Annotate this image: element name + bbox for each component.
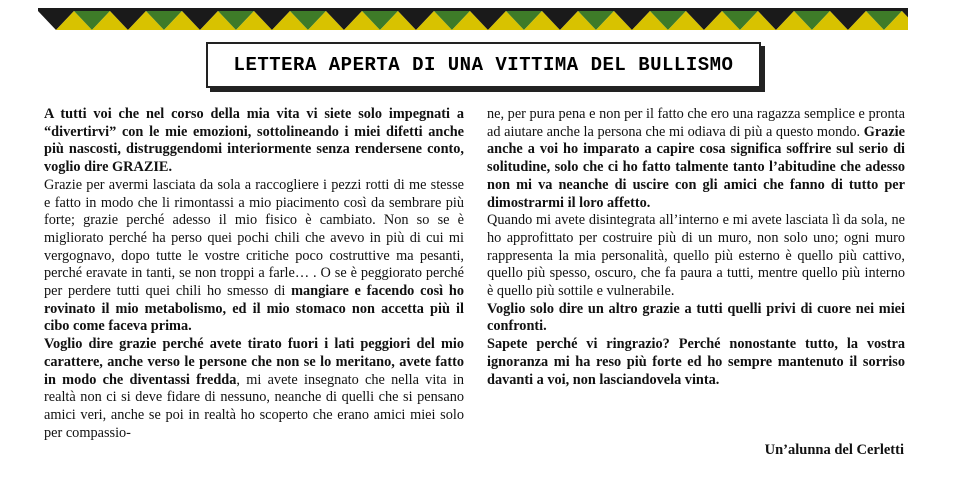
paragraph-intro: A tutti voi che nel corso della mia vita vi siete solo impegnati a “divertirvi” con le mie emozioni, sottolineando i miei difetti anche più nascosti, distruggendomi interiormente senza rendersene conto, voglio dire GRAZIE. bbox=[44, 106, 464, 176]
paragraph-body-2 bbox=[44, 336, 464, 442]
paragraph-closing: Sapete perché vi ringrazio? Perché nonostante tutto, la vostra ignoranza mi ha reso più forte ed ho sempre mantenuto il sorriso davanti a voi, non lasciandovela vinta. bbox=[487, 336, 905, 388]
title-box bbox=[206, 42, 761, 88]
text-run-bold: Voglio dire grazie perché avete tirato fuori i lati peggiori del mio carattere, anche verso le persone che non se lo meritano, avete fatto in modo che diventassi fredda bbox=[44, 336, 464, 388]
decorative-border-band bbox=[38, 8, 908, 30]
article-title: LETTERA APERTA DI UNA VITTIMA DEL BULLISMO bbox=[233, 54, 734, 76]
paragraph-body-3 bbox=[487, 106, 905, 212]
paragraph-body-4: Quando mi avete disintegrata all’interno e mi avete lasciata lì da sola, ne ho approfittato per costruire più di un muro, non solo uno; ogni muro rappresenta la mia personalità, quello più esterno è quello più cattivo, quello più spesso, oscuro, che fa paura a tutti, mentre quello più interno è quello più sottile e vulnerabile. bbox=[487, 212, 905, 300]
text-run: , mi avete insegnato che nella vita in realtà non ci si deve fidare di nessuno, neanche di quelli che si pensano amici veri, anche se poi in realtà ho scoperto che erano amici miei solo per compassio- bbox=[44, 371, 464, 441]
text-run: Grazie per avermi lasciata da sola a raccogliere i pezzi rotti di me stesse e fatto in modo che li rimontassi a mio piacimento così da sembrare più forte; grazie perché adesso il mio fisico è cambiato. Non so se è migliorato perché ha perso quei pochi chili che avevo in più di cui mi vergognavo, dopo tutte le vostre critiche poco costruttive ma pesanti, perché eravate in tanti, se non troppi a farle… . O se è peggiorato perché per perdere tutti quei chili ho smesso di bbox=[44, 176, 464, 300]
paragraph-thanks: Voglio solo dire un altro grazie a tutti quelli privi di cuore nei miei confronti. bbox=[487, 300, 905, 335]
signature: Un’alunna del Cerletti bbox=[764, 442, 904, 458]
text-run: ne, per pura pena e non per il fatto che ero una ragazza semplice e pronta ad aiutare anche la persona che mi odiava di più a questo mondo. bbox=[487, 106, 905, 140]
text-run-bold: mangiare e facendo così ho rovinato il mio metabolismo, ed il mio stomaco non accetta più il cibo come faceva prima. bbox=[44, 283, 464, 335]
band-top-line bbox=[38, 8, 908, 11]
text-run-bold: Grazie anche a voi ho imparato a capire cosa significa soffrire sul serio di solitudine, solo che ci ho fatto talmente tanto l’abitudine che adesso non mi va neanche di uscire con gli amici che fanno di tutto per dimostrarmi il loro affetto. bbox=[487, 123, 905, 211]
paragraph-body-1 bbox=[44, 177, 464, 336]
left-column bbox=[44, 106, 464, 442]
right-column bbox=[487, 106, 905, 389]
